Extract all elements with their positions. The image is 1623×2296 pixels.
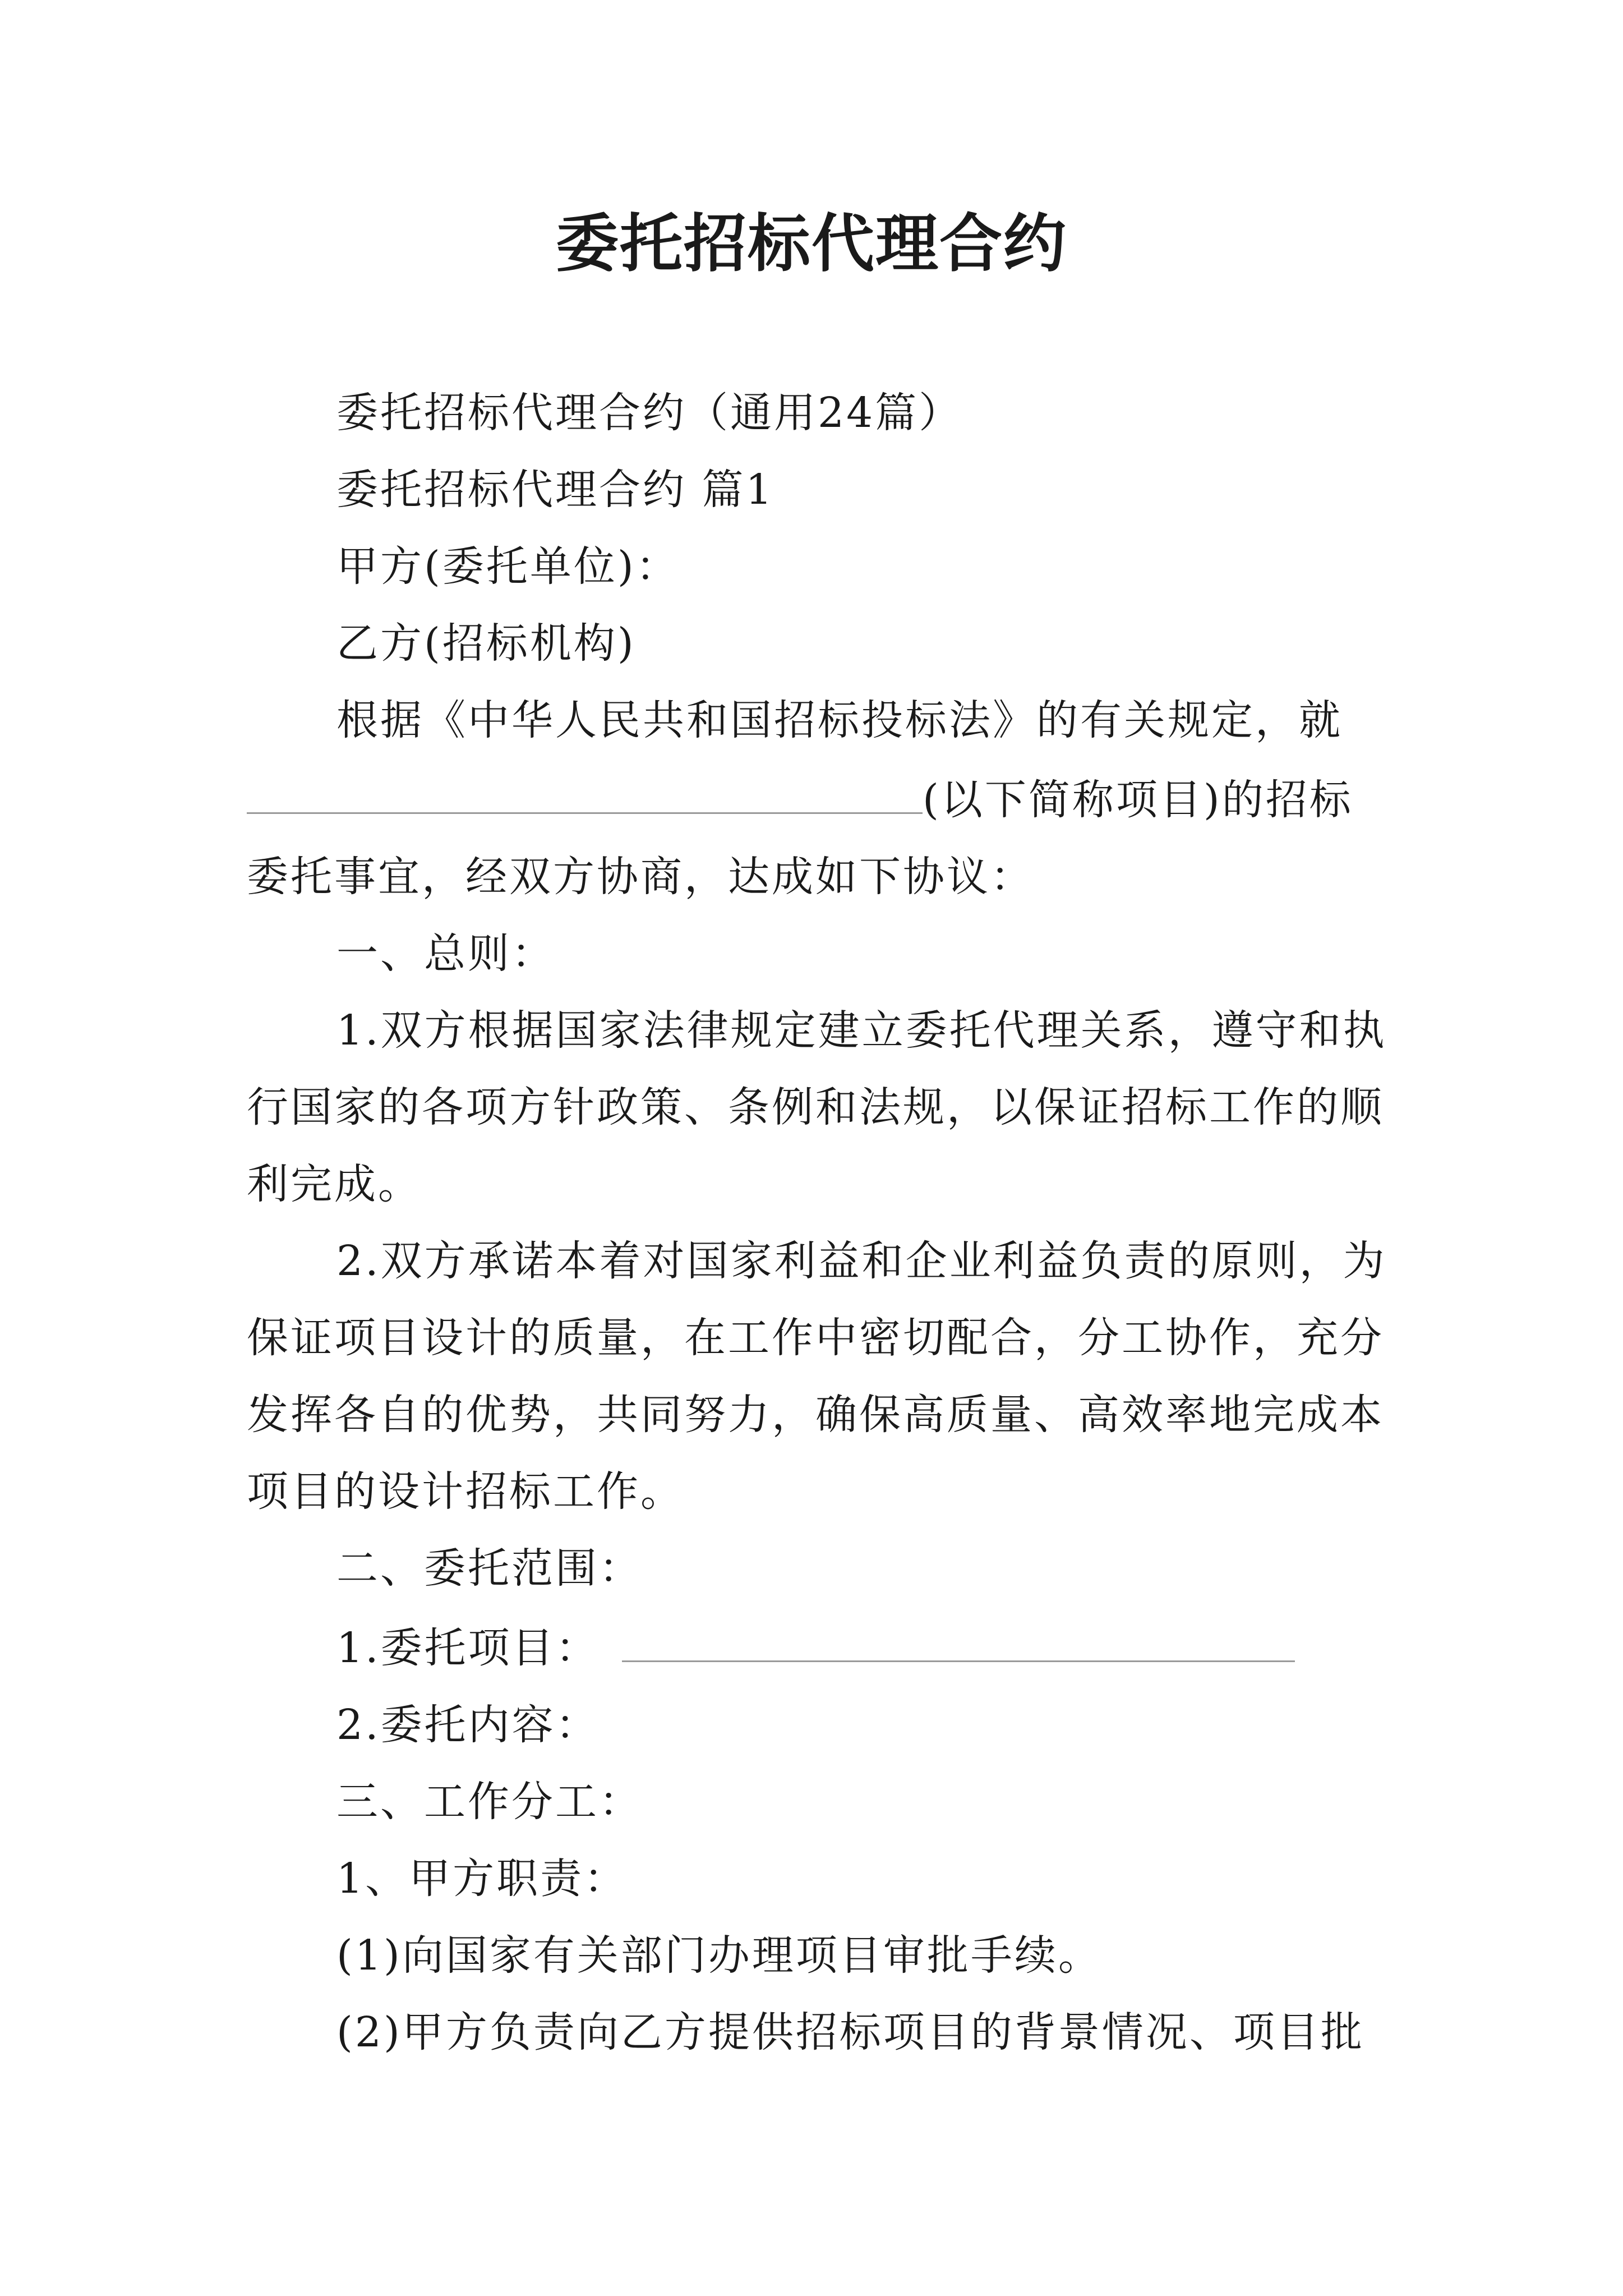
sec1-item2: 2.双方承诺本着对国家利益和企业利益负责的原则，为保证项目设计的质量，在工作中密切配合，分工协作，充分发挥各自的优势，共同努力，确保高质量、高效率地完成本项目的设计招标工作。 — [247, 1237, 1387, 1516]
sec1-heading: 一、总则： — [336, 930, 555, 978]
sec2-item1-line — [247, 1607, 1391, 1687]
party-a-line: 甲方(委托单位)： — [336, 542, 680, 591]
intro-text-part2: (以下简称项目)的招标委托事宜，经双方协商，达成如下协议： — [247, 776, 1353, 901]
document-subtitle: 委托招标代理合约（通用24篇） — [336, 389, 963, 437]
sec1-item1: 1.双方根据国家法律规定建立委托代理关系，遵守和执行国家的各项方针政策、条例和法规，以保证招标工作的顺利完成。 — [247, 1006, 1387, 1208]
section-heading: 委托招标代理合约 篇1 — [336, 466, 774, 514]
sec2-heading: 二、委托范围： — [336, 1544, 643, 1593]
intro-paragraph — [247, 682, 1391, 915]
sec3-sub1: 1、甲方职责： — [336, 1855, 628, 1903]
sec2-item2: 2.委托内容： — [336, 1701, 600, 1749]
delegated-project-blank — [622, 1607, 1295, 1662]
sec3-heading: 三、工作分工： — [336, 1778, 643, 1826]
project-name-blank — [247, 759, 923, 814]
sec3-sub1-item1: (1)向国家有关部门办理项目审批手续。 — [336, 1931, 1102, 1980]
sec2-item1-label: 1.委托项目： — [336, 1624, 600, 1672]
sec3-sub1-item2: (2)甲方负责向乙方提供招标项目的背景情况、项目批 — [336, 2008, 1364, 2056]
document-body — [247, 375, 1391, 2071]
document-title: 委托招标代理合约 — [556, 208, 1067, 280]
intro-text-part1: 根据《中华人民共和国招标投标法》的有关规定，就 — [336, 696, 1343, 744]
party-b-line: 乙方(招标机构) — [336, 619, 636, 668]
